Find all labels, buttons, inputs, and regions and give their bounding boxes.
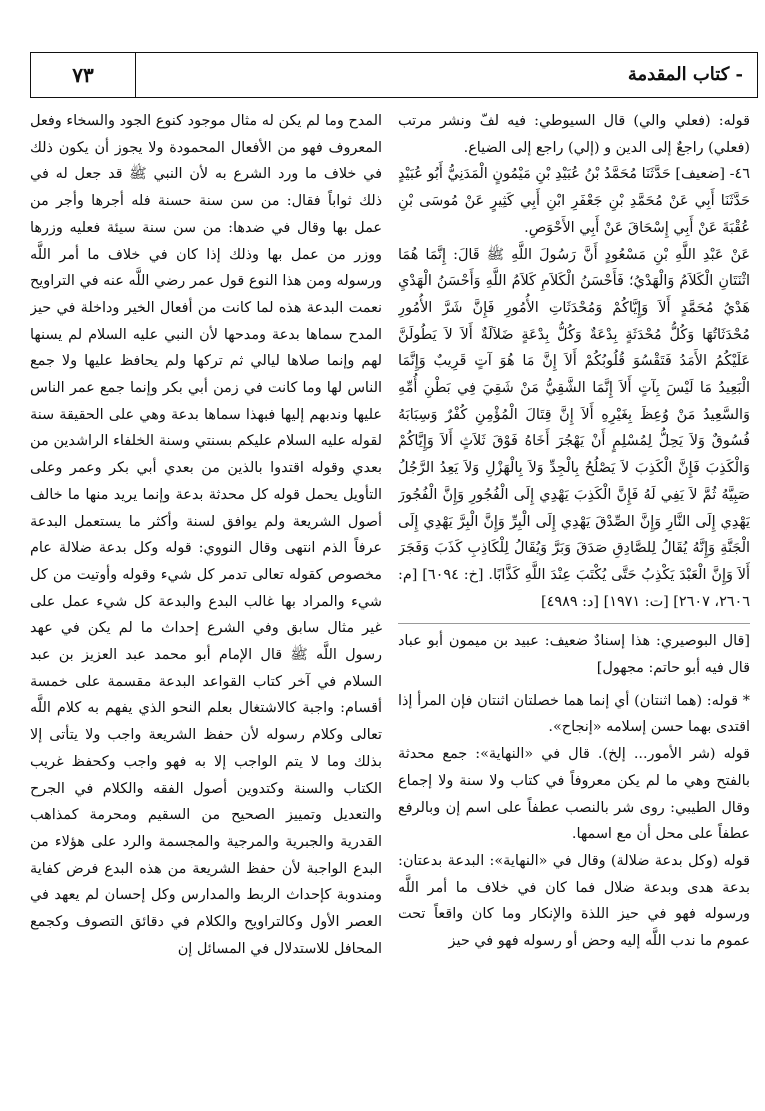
page-header [30, 52, 758, 98]
running-title: - كتاب المقدمة [627, 64, 743, 85]
page-number: ٧٣ [72, 63, 94, 87]
commentary-continuation: المدح وما لم يكن له مثال موجود كنوع الجود والسخاء وفعل المعروف فهو من الأفعال المحمودة ولا يجوز أن يكون ذلك في خلاف ما ورد الشرع به لأن النبي ﷺ قد جعل له في ذلك ثواباً فقال: من سن سنة حسنة فله أجرها وأجر من عمل بها وقال في ضدها: من سن سنة سيئة فعليه وزرها ووزر من عمل بها وذلك إذا كان في خلاف ما أمر اللَّه ورسوله ومن هذا النوع قول عمر رضي اللَّه عنه في التراويح نعمت البدعة هذه لما كانت من أفعال الخير وداخلة في حيز المدح سماها بدعة ومدحها لأن النبي عليه السلام لم يسنها لهم وإنما صلاها ليالي ثم تركها ولم يحافظ عليها ولا جمع الناس لها وما كانت في زمن أبي بكر وإنما جمع عمر الناس عليها وندبهم إليها فبهذا سماها بدعة وهي على الحقيقة سنة لقوله عليه السلام عليكم بسنتي وسنة الخلفاء الراشدين من بعدي وقوله اقتدوا بالذين من بعدي أبي بكر وعمر وعلى التأويل يحمل قوله كل محدثة بدعة وإنما يريد منها ما خالف أصول الشريعة ولم يوافق لسنة وأكثر ما يستعمل البدعة عرفاً الذم انتهى وقال النووي: قوله وكل بدعة ضلالة عام مخصوص كقوله تعالى تدمر كل شيء وقوله وأوتيت من كل شيء والمراد بها غالب البدع والبدعة كل شيء عمل على غير مثال سابق وفي الشرع إحداث ما لم يكن في عهد رسول اللَّه ﷺ قال الإمام أبو محمد عبد العزيز بن عبد السلام في آخر كتاب القواعد البدعة مقسمة على خمسة أقسام: واجبة كالاشتغال بعلم النحو الذي يفهم به كلام اللَّه تعالى وكلام رسوله لأن حفظ الشريعة واجب ولا يتأتى إلا بذلك وما لا يتم الواجب إلا به فهو واجب وكحفظ غريب الكتاب والسنة وكتدوين أصول الفقه والكلام في الجرح والتعديل وتمييز الصحيح من السقيم ومحرمة كمذاهب القدرية والجبرية والمرجية والمجسمة والرد على هؤلاء من البدع الواجبة لأن حفظ الشريعة من هذه البدع فرض كفاية ومندوبة كإحداث الربط والمدارس وكل إحسان لم يعهد في العصر الأول وكالتراويح والكلام في دقائق التصوف وكجمع المحافل للاستدلال في المسائل إن [30, 113, 382, 957]
commentary-paragraph: قوله: (فعلي والي) قال السيوطي: فيه لفّ ونشر مرتب (فعلي) راجعٌ إلى الدين و (إلي) راجع إلى الضياع. [398, 113, 750, 156]
commentary-paragraph: قوله (وكل بدعة ضلالة) وقال في «النهاية»: البدعة بدعتان: بدعة هدى وبدعة ضلال فما كان في خلاف ما أمر اللَّه ورسوله فهو في حيز اللذة والإنكار وما كان واقعاً تحت عموم ما ندب اللَّه إليه وحض أو رسوله فهو في حيز [398, 852, 750, 950]
commentary-paragraph: * قوله: (هما اثنتان) أي إنما هما خصلتان اثنتان فإن المرأ إذا اقتدى بهما حسن إسلامه «إنجاح». [398, 692, 750, 736]
right-column [398, 108, 750, 1098]
commentary-paragraph: قوله (شر الأمور... إلخ). قال في «النهاية»: جمع محدثة بالفتح وهي ما لم يكن معروفاً في كتاب ولا سنة ولا إجماع وقال الطيبي: روى شر بالنصب عطفاً على اسم إن وبالرفع عطفاً على محل أن مع اسمها. [398, 746, 750, 843]
hadith-text: عَنْ عَبْدِ اللَّهِ بْنِ مَسْعُودٍ أَنَّ رَسُولَ اللَّهِ ﷺ قَالَ: إِنَّمَا هُمَا اثْنَتَانِ الْكَلاَمُ وَالْهَدْيُ؛ فَأَحْسَنُ الْكَلاَمِ كَلاَمُ اللَّهِ وَأَحْسَنُ الْهَدْيِ هَدْيُ مُحَمَّدٍ أَلاَ وَإِيَّاكُمْ وَمُحْدَثَاتِ الأُمُورِ فَإِنَّ شَرَّ الأُمُورِ مُحْدَثَاتُهَا وَكُلُّ مُحْدَثَةٍ بِدْعَةٌ وَكُلُّ بِدْعَةٍ ضَلاَلَةٌ أَلاَ لاَ يَطُولَنَّ عَلَيْكُمُ الأَمَدُ فَتَقْسُوَ قُلُوبُكُمْ أَلاَ إِنَّ مَا هُوَ آتٍ قَرِيبٌ وَإِنَّمَا الْبَعِيدُ مَا لَيْسَ بِآتٍ أَلاَ إِنَّمَا الشَّقِيُّ مَنْ شَقِيَ فِي بَطْنِ أُمِّهِ وَالسَّعِيدُ مَنْ وُعِظَ بِغَيْرِهِ أَلاَ إِنَّ قِتَالَ الْمُؤْمِنِ كُفْرٌ وَسِبَابَهُ فُسُوقٌ وَلاَ يَحِلُّ لِمُسْلِمٍ أَنْ يَهْجُرَ أَخَاهُ فَوْقَ ثَلاَثٍ أَلاَ وَإِيَّاكُمْ وَالْكَذِبَ فَإِنَّ الْكَذِبَ لاَ يَصْلُحُ بِالْجِدِّ وَلاَ بِالْهَزْلِ وَلاَ يَعِدُ الرَّجُلُ صَبِيَّهُ ثُمَّ لاَ يَفِي لَهُ فَإِنَّ الْكَذِبَ يَهْدِي إِلَى الْفُجُورِ وَإِنَّ الْفُجُورَ يَهْدِي إِلَى النَّارِ وَإِنَّ الصِّدْقَ يَهْدِي إِلَى الْبِرِّ وَإِنَّ الْبِرَّ يَهْدِي إِلَى الْجَنَّةِ وَإِنَّهُ يُقَالُ لِلصَّادِقِ صَدَقَ وَبَرَّ وَيُقَالُ لِلْكَاذِبِ كَذَبَ وَفَجَرَ أَلاَ وَإِنَّ الْعَبْدَ يَكْذِبُ حَتَّى يُكْتَبَ عِنْدَ اللَّهِ كَذَّابًا. [خ: ٦٠٩٤] [م: ٢٦٠٦، ٢٦٠٧] [ت: ١٩٧١] [د: ٤٩٨٩] [398, 246, 750, 610]
isnad-note: [قال البوصيري: هذا إسنادٌ ضعيف: عبيد بن ميمون أبو عباد قال فيه أبو حاتم: مجهول] [398, 623, 750, 681]
left-column [30, 108, 382, 1098]
header-divider [135, 53, 136, 97]
hadith-chain: ٤٦- [ضعيف] حَدَّثَنَا مُحَمَّدُ بْنُ عُبَيْدِ بْنِ مَيْمُونٍ الْمَدَنِيُّ أَبُو عُبَيْدٍ حَدَّثَنَا أَبِي عَنْ مُحَمَّدِ بْنِ جَعْفَرِ ابْنِ أَبِي كَثِيرٍ عَنْ مُوسَى بْنِ عُقْبَةَ عَنْ أَبِي إِسْحَاقَ عَنْ أَبِي الأَحْوَصِ. [398, 166, 750, 236]
